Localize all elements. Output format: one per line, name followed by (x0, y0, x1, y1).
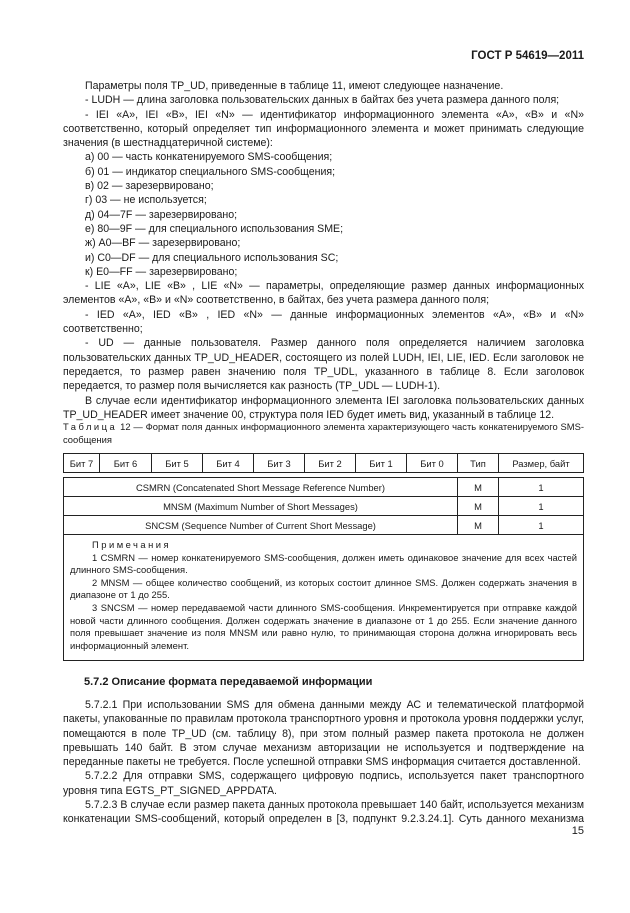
field-size: 1 (499, 516, 584, 535)
field-name: SNCSM (Sequence Number of Current Short Message) (64, 516, 458, 535)
paragraph: 5.7.2.2 Для отправки SMS, содержащего цифровую подпись, используется пакет транспортного уровня типа EGTS_PT_SIGNED_APPDATA. (63, 770, 584, 797)
list-item: к) E0—FF — зарезервировано; (85, 265, 238, 278)
notes-title: Примечания (92, 539, 172, 550)
column-header: Бит 0 (407, 454, 458, 473)
list-item: е) 80—9F — для специального использования SME; (85, 222, 344, 235)
list-item: в) 02 — зарезервировано; (85, 180, 214, 193)
table-caption (63, 421, 584, 446)
note: 1 CSMRN — номер конкатенируемого SMS-сообщения, должен иметь одинаковое значение для всех частей длинного SMS-сообщения. (70, 551, 577, 576)
table-caption-text: 12 — Формат поля данных информационного элемента характеризующего часть конкатенируемого SMS-сообщения (63, 421, 584, 445)
column-header: Размер, байт (499, 454, 584, 473)
paragraph: 5.7.2.3 В случае если размер пакета данных протокола превышает 140 байт, используется механизм конкатенации SMS-сообщений, который определен в [3, подпункт 9.2.3.24.1]. Суть данного механизма (63, 799, 584, 826)
column-header: Бит 5 (152, 454, 203, 473)
field-name: MNSM (Maximum Number of Short Messages) (64, 497, 458, 516)
list-item: г) 03 — не используется; (85, 194, 207, 207)
column-header: Бит 2 (305, 454, 356, 473)
paragraph: - LIE «A», LIE «B» , LIE «N» — параметры, определяющие размер данных информационных элементов «A», «B» и «N» соответственно, в байтах, без учета размера данного поля; (63, 280, 584, 307)
section-body (63, 698, 584, 827)
field-size: 1 (499, 497, 584, 516)
paragraph: Параметры поля TP_UD, приведенные в таблице 11, имеют следующее назначение. (85, 80, 504, 92)
table-row (64, 497, 584, 516)
field-type: M (458, 516, 499, 535)
table-caption-label: Таблица (63, 421, 118, 432)
paragraph: - UD — данные пользователя. Размер данного поля определяется наличием заголовка пользовательских данных TP_UD_HEADER, состоящего из полей LUDH, IEI, LIE, IED. Если заголовок не передается, то размер равен значению поля TP_UDL, указанного в таблице 8. Если заголовок передается, то размер поля вычисляется как разность (TP_UDL — LUDH-1). (63, 337, 584, 393)
list-item: д) 04—7F — зарезервировано; (85, 208, 238, 221)
list-item: б) 01 — индикатор специального SMS-сообщения; (85, 165, 336, 178)
iei-format-table (63, 453, 584, 661)
note: 3 SNCSM — номер передаваемой части длинного SMS-сообщения. Инкрементируется при отправке каждой новой части длинного сообщения. Должен содержать значение в диапазоне от 1 до 255. Если значение данного поля превышает значение из поля MNSM или равно нулю, то принимающая сторона должна игнорировать весь информационный элемент. (70, 601, 577, 651)
column-header: Бит 3 (254, 454, 305, 473)
list-item: и) C0—DF — для специального использования SC; (85, 251, 339, 264)
paragraph: - LUDH — длина заголовка пользовательских данных в байтах без учета размера данного поля; (85, 94, 560, 107)
column-header: Бит 7 (64, 454, 100, 473)
note: 2 MNSM — общее количество сообщений, из которых состоит длинное SMS. Должен содержать значения в диапазоне от 1 до 255. (70, 576, 577, 601)
paragraph: - IEI «A», IEI «B», IEI «N» — идентификатор информационного элемента «A», «B» и «N» соответственно, который определяет тип информационного элемента и может принимать следующие значения (в шестнадцатеричной системе): (63, 108, 584, 150)
section-heading: 5.7.2 Описание формата передаваемой информации (84, 676, 373, 688)
table-notes-row (64, 535, 584, 661)
paragraph: 5.7.2.1 При использовании SMS для обмена данными между АС и телематической платформой пакеты, упакованные по правилам протокола транспортного уровня и протокола уровня поддержки услуг, помещаются в поле TP_UD (см. таблицу 8), при этом полный размер пакета протокола не должен превышать 140 байт. В этом случае механизм авторизации не используется и подтверждение на переданные пакеты не требуется. После успешной отправки SMS информация считается доставленной. (63, 699, 584, 769)
field-type: M (458, 478, 499, 497)
field-size: 1 (499, 478, 584, 497)
paragraph: - IED «A», IED «B» , IED «N» — данные информационных элементов «A», «B» и «N» соответственно; (63, 308, 584, 336)
table-notes (64, 535, 584, 661)
document-standard-number: ГОСТ Р 54619—2011 (471, 50, 584, 62)
paragraph: В случае если идентификатор информационного элемента IEI заголовка пользовательских данных TP_UD_HEADER имеет значение 00, структура поля IED будет иметь вид, указанный в таблице 12. (63, 394, 584, 421)
page-number: 15 (571, 825, 584, 837)
column-header: Бит 1 (356, 454, 407, 473)
column-header: Тип (458, 454, 499, 473)
table-header-row (64, 454, 584, 473)
column-header: Бит 6 (100, 454, 152, 473)
table-row (64, 478, 584, 497)
list-item: ж) A0—BF — зарезервировано; (85, 237, 241, 250)
tp-ud-description (63, 79, 584, 422)
list-item: а) 00 — часть конкатенируемого SMS-сообщения; (85, 151, 333, 164)
field-type: M (458, 497, 499, 516)
field-name: CSMRN (Concatenated Short Message Reference Number) (64, 478, 458, 497)
table-row (64, 516, 584, 535)
column-header: Бит 4 (203, 454, 254, 473)
